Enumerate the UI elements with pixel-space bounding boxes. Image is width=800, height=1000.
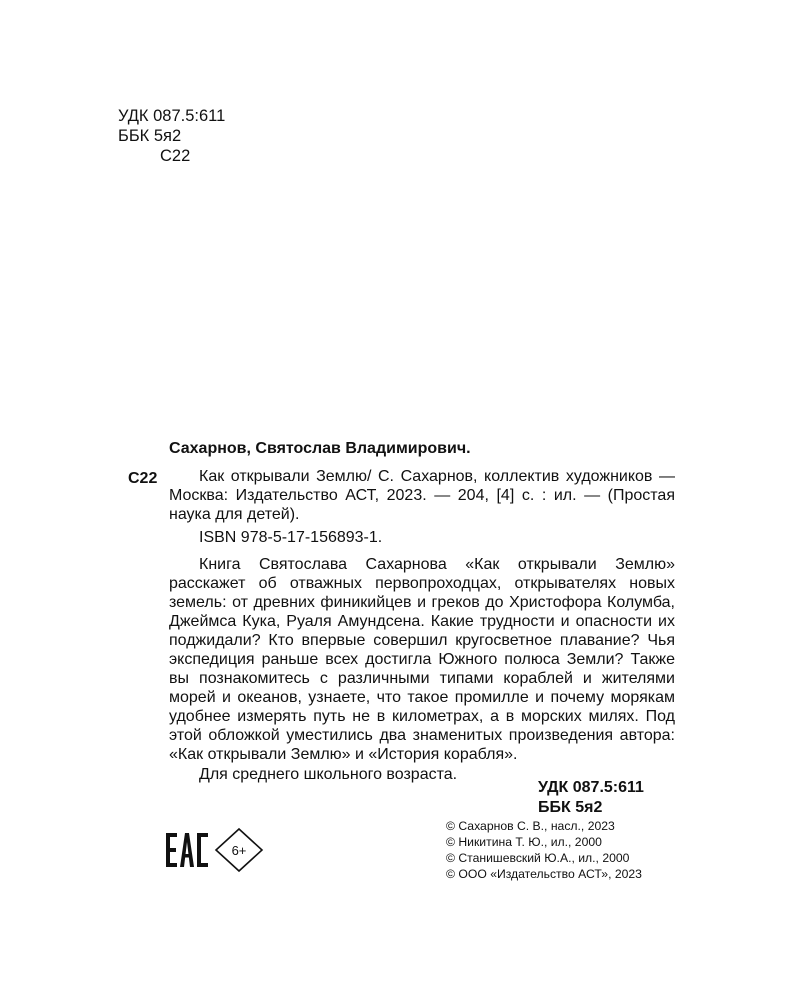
bbk-code: ББК 5я2 <box>118 127 182 145</box>
side-author-sign: С22 <box>128 470 158 487</box>
bibliographic-description: Как открывали Землю/ С. Сахарнов, коллектив художников — Москва: Издательство АСТ, 2023. — 204, [4] с. : ил. — (Простая наука для детей). <box>169 468 675 523</box>
author-sign: С22 <box>160 147 191 165</box>
copyright-line: © Сахарнов С. В., насл., 2023 <box>446 819 615 833</box>
age-note: Для среднего школьного возраста. <box>199 766 458 783</box>
bottom-classification-codes <box>538 778 644 818</box>
age-rating-badge <box>214 827 264 873</box>
annotation: Книга Святослава Сахарнова «Как открывали Землю» расскажет об отважных первопроходцах, открывателях новых земель: от древних финикийцев и греков до Христофора Колумба, Джеймса Кука, Руаля Амундсена. Какие трудности и опасности их поджидали? Кто впервые совершил кругосветное плавание? Чья экспедиция раньше всех достигла Южного полюса Земли? Также вы познакомитесь с различными типами кораблей и жителями морей и океанов, узнаете, что такое промилле и почему морякам удобнее измерять путь не в километрах, а в морских милях. Под этой обложкой уместились два знаменитых произведения автора: «Как открывали Землю» и «История корабля». <box>169 556 675 763</box>
copyright-block <box>446 818 642 882</box>
age-rating-text: 6+ <box>231 843 247 858</box>
udk-code-bottom: УДК 087.5:611 <box>538 779 644 796</box>
bbk-code-bottom: ББК 5я2 <box>538 799 603 816</box>
isbn: ISBN 978-5-17-156893-1. <box>199 529 383 546</box>
catalog-record <box>169 467 675 764</box>
copyright-line: © Станишевский Ю.А., ил., 2000 <box>446 851 630 865</box>
top-classification-codes <box>118 106 225 166</box>
udk-code: УДК 087.5:611 <box>118 107 226 125</box>
eac-logo-icon <box>165 830 209 870</box>
copyright-line: © Никитина Т. Ю., ил., 2000 <box>446 835 602 849</box>
author-heading: Сахарнов, Святослав Владимирович. <box>169 440 471 457</box>
copyright-line: © ООО «Издательство АСТ», 2023 <box>446 867 642 881</box>
